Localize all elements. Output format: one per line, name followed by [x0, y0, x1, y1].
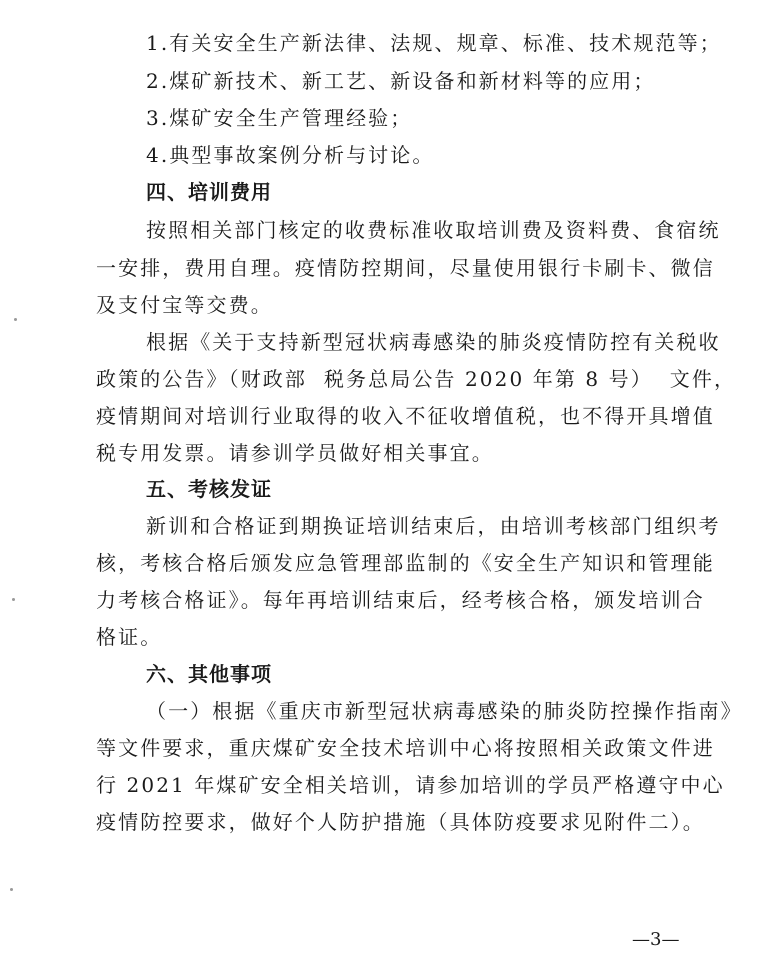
paragraph-line: 格证。 [96, 625, 163, 649]
paragraph-line: 税专用发票。请参训学员做好相关事宜。 [96, 441, 494, 465]
list-item: 4.典型事故案例分析与讨论。 [146, 143, 435, 167]
paragraph-line: 力考核合格证》。每年再培训结束后，经考核合格，颁发培训合 [96, 588, 705, 612]
list-item: 2.煤矿新技术、新工艺、新设备和新材料等的应用； [146, 69, 656, 93]
paragraph-line: 政策的公告》（财政部 税务总局公告 2020 年第 8 号） 文件， [96, 367, 737, 391]
paragraph-line: 疫情防控要求，做好个人防护措施（具体防疫要求见附件二）。 [96, 810, 705, 834]
paragraph-line: 及支付宝等交费。 [96, 293, 273, 317]
list-item: 1.有关安全生产新法律、法规、规章、标准、技术规范等； [146, 31, 722, 55]
paragraph-line: 一安排，费用自理。疫情防控期间，尽量使用银行卡刷卡、微信 [96, 256, 715, 280]
scan-speck [14, 318, 17, 321]
paragraph-line: 疫情期间对培训行业取得的收入不征收增值税，也不得开具增值 [96, 404, 715, 428]
section-heading: 五、考核发证 [146, 477, 272, 501]
paragraph-line: 根据《关于支持新型冠状病毒感染的肺炎疫情防控有关税收 [146, 330, 721, 354]
paragraph-line: 按照相关部门核定的收费标准收取培训费及资料费、食宿统 [146, 218, 721, 242]
paragraph-line: 核，考核合格后颁发应急管理部监制的《安全生产知识和管理能 [96, 551, 715, 575]
section-heading: 六、其他事项 [146, 662, 272, 686]
paragraph-line: 新训和合格证到期换证培训结束后，由培训考核部门组织考 [146, 514, 721, 538]
section-heading: 四、培训费用 [146, 180, 272, 204]
paragraph-line: 等文件要求，重庆煤矿安全技术培训中心将按照相关政策文件进 [96, 736, 715, 760]
list-item: 3.煤矿安全生产管理经验； [146, 106, 413, 130]
scan-speck [10, 888, 13, 891]
paragraph-line: （一）根据《重庆市新型冠状病毒感染的肺炎防控操作指南》 [146, 699, 743, 723]
scan-speck [12, 598, 15, 601]
paragraph-line: 行 2021 年煤矿安全相关培训，请参加培训的学员严格遵守中心 [96, 773, 725, 797]
page-number: —3— [632, 929, 680, 950]
